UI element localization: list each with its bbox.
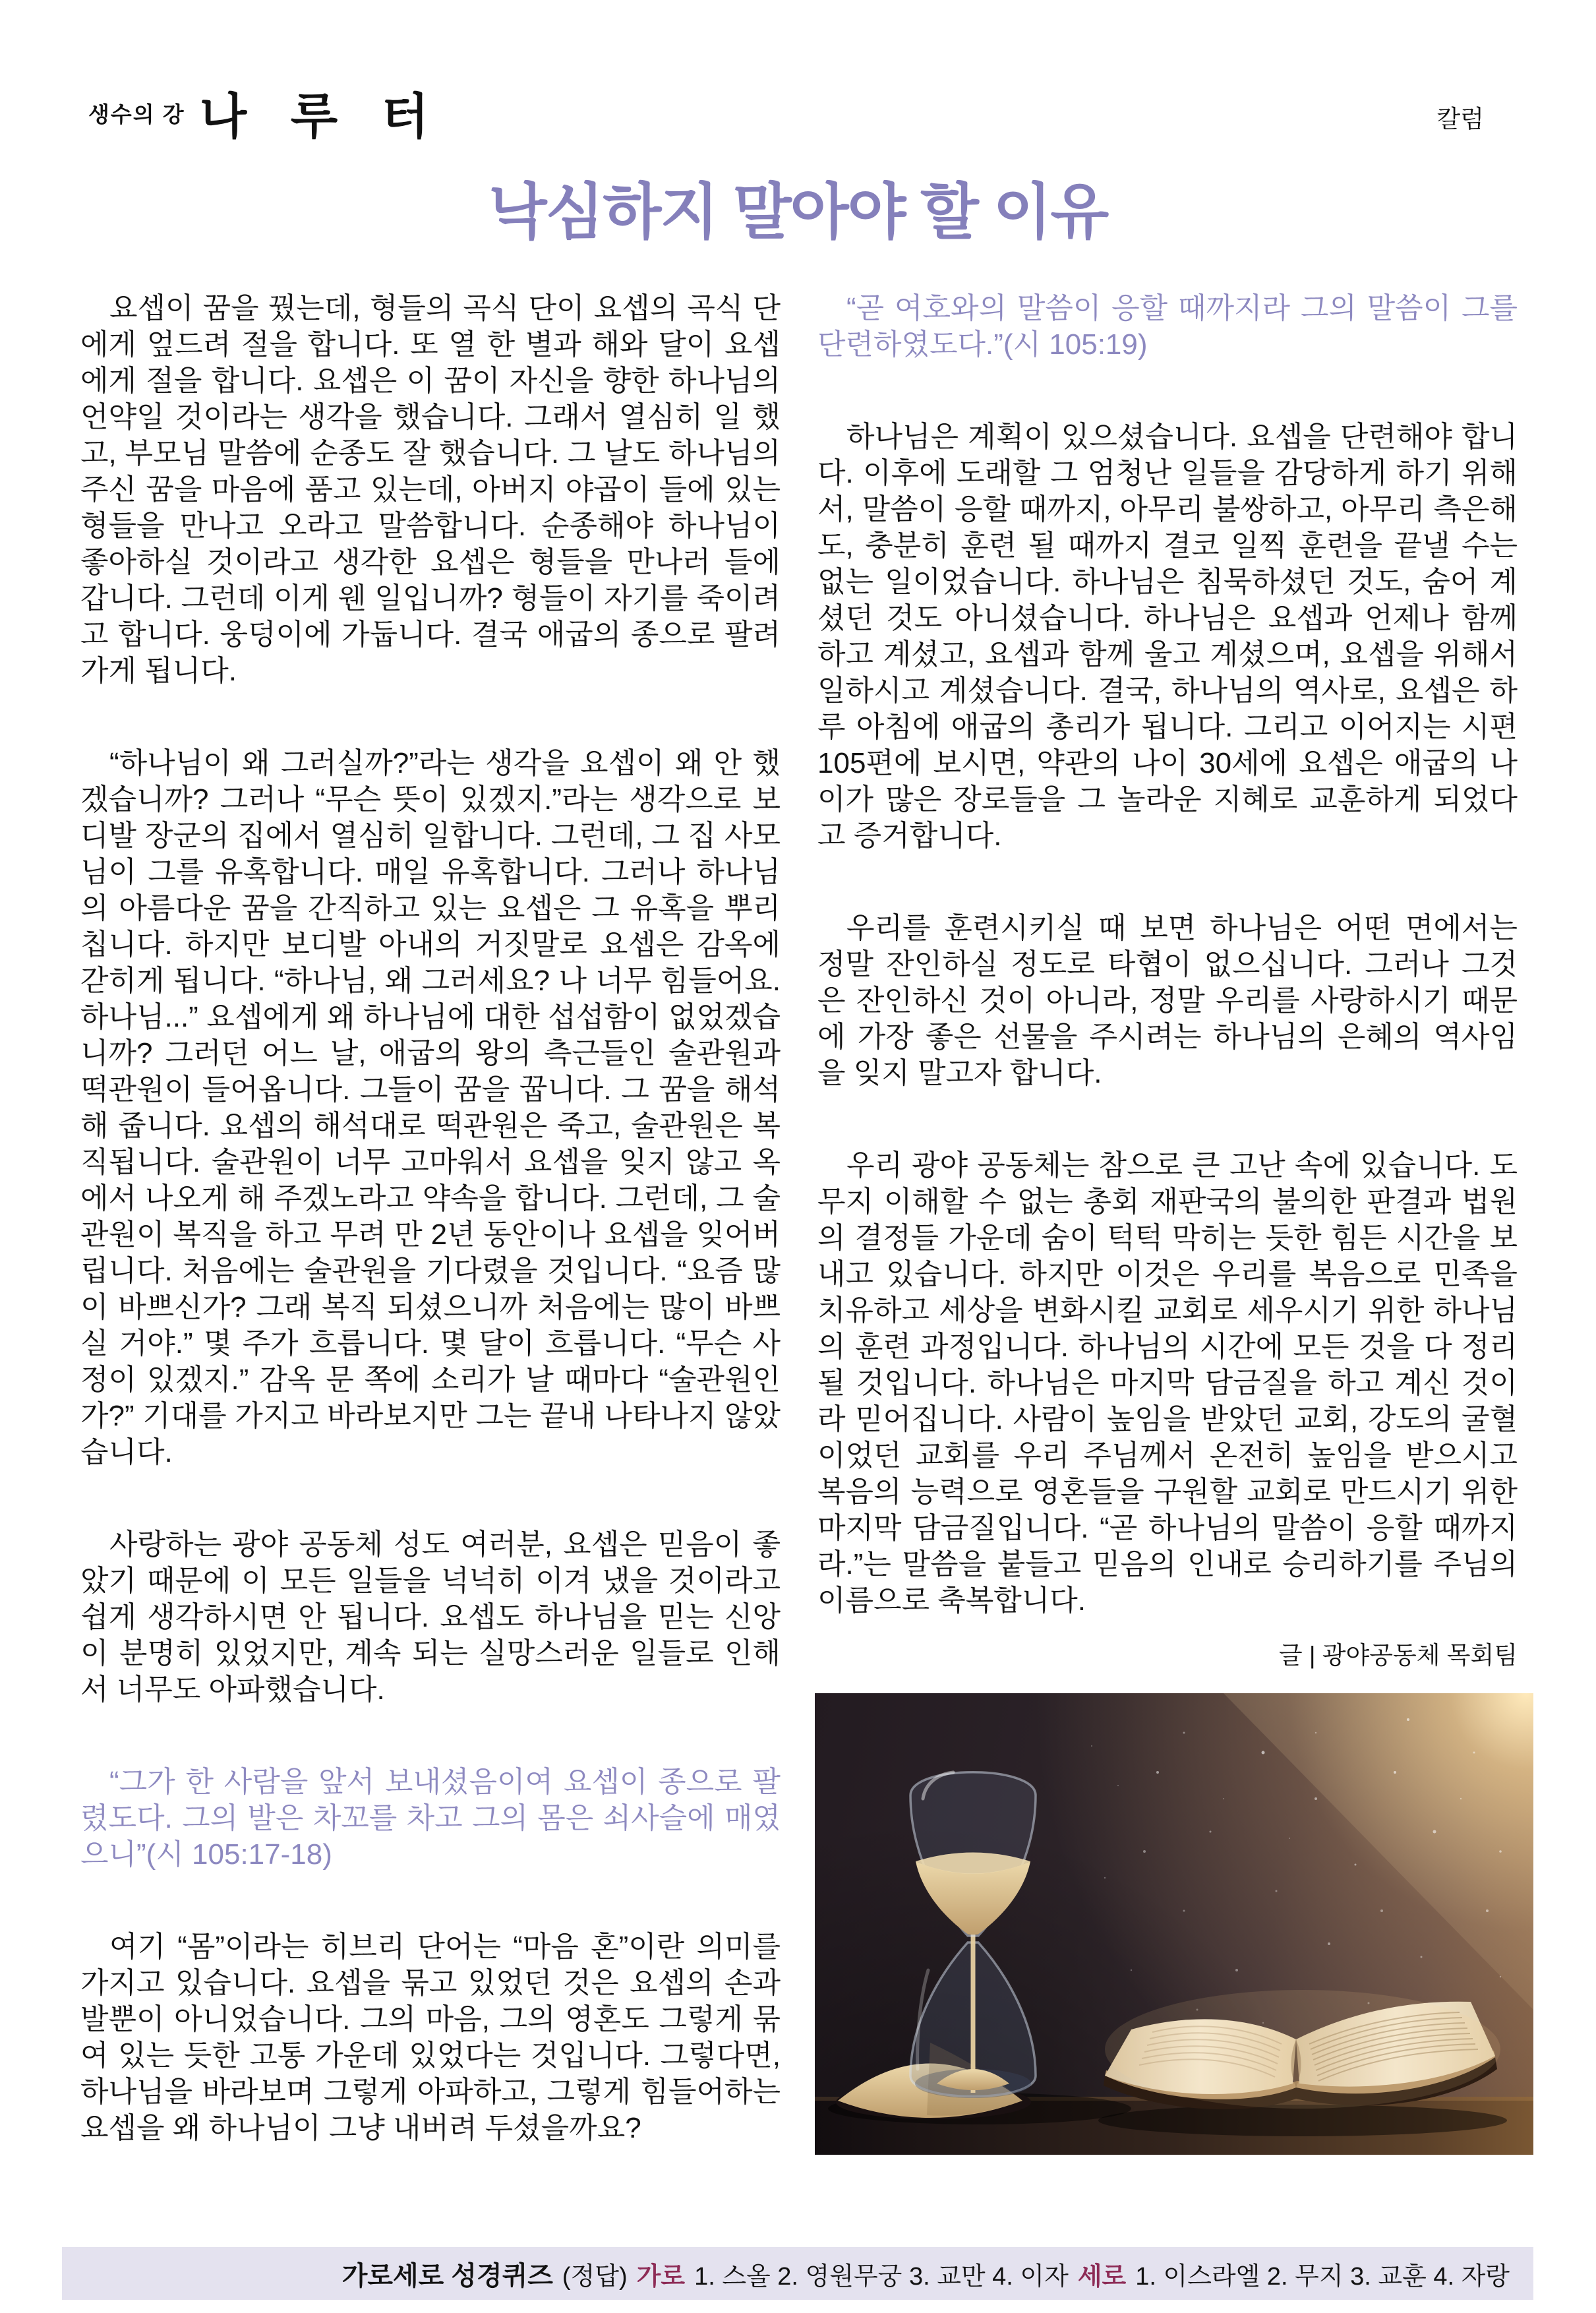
quiz-title: 가로세로 성경퀴즈 <box>341 2261 553 2291</box>
body-paragraph: “하나님이 왜 그러실까?”라는 생각을 요셉이 왜 안 했겠습니까? 그러나 “무슨 뜻이 있겠지.”라는 생각으로 보디발 장군의 집에서 열심히 일합니다. 그런데, 그 집 사모님이 그를 유혹합니다. 매일 유혹합니다. 그러나 하나님의 아름다운 꿈을 간직하고 있는 요셉은 그 유혹을 뿌리칩니다. 하지만 보디발 아내의 거짓말로 요셉은 감옥에 갇히게 됩니다. “하나님, 왜 그러세요? 나 너무 힘들어요. 하나님...” 요셉에게 왜 하나님에 대한 섭섭함이 없었겠습니까? 그러던 어느 날, 애굽의 왕의 측근들인 술관원과 떡관원이 들어옵니다. 그들이 꿈을 꿉니다. 그 꿈을 해석해 줍니다. 요셉의 해석대로 떡관원은 죽고, 술관원은 복직됩니다. 술관원이 너무 고마워서 요셉을 잊지 않고 옥에서 나오게 해 주겠노라고 약속을 합니다. 그런데, 그 술관원이 복직을 하고 무려 만 2년 동안이나 요셉을 잊어버립니다. 처음에는 술관원을 기다렸을 것입니다. “요즘 많이 바쁘신가? 그래 복직 되셨으니까 처음에는 많이 바쁘실 거야.” 몇 주가 흐릅니다. 몇 달이 흐릅니다. “무슨 사정이 있겠지.” 감옥 문 쪽에 소리가 날 때마다 “술관원인가?” 기대를 가지고 바라보지만 그는 끝내 나타나지 않았습니다. <box>80 747 781 1468</box>
hourglass-icon <box>836 1772 1036 2119</box>
body-paragraph: 사랑하는 광야 공동체 성도 여러분, 요셉은 믿음이 좋았기 때문에 이 모든 일들을 넉넉히 이겨 냈을 것이라고 쉽게 생각하시면 안 됩니다. 요셉도 하나님을 믿는 신앙이 분명히 있었지만, 계속 되는 실망스러운 일들로 인해서 너무도 아파했습니다. <box>80 1528 781 1706</box>
page-title: 낙심하지 말아야 할 이유 <box>488 179 1108 246</box>
body-paragraph: 우리 광야 공동체는 참으로 큰 고난 속에 있습니다. 도무지 이해할 수 없는 총회 재판국의 불의한 판결과 법원의 결정들 가운데 숨이 턱턱 막히는 듯한 힘든 시간을 보내고 있습니다. 하지만 이것은 우리를 복음으로 민족을 치유하고 세상을 변화시킬 교회로 세우시기 위한 하나님의 훈련 과정입니다. 하나님의 시간에 모든 것을 다 정리 될 것입니다. 하나님은 마지막 담금질을 하고 계신 것이라 믿어집니다. 사람이 높임을 받았던 교회, 강도의 굴혈이었던 교회를 우리 주님께서 온전히 높임을 받으시고 복음의 능력으로 영혼들을 구원할 교회로 만드시기 위한 마지막 담금질입니다. “곧 하나님의 말씀이 응할 때까지라.”는 말씀을 붙들고 믿음의 인내로 승리하기를 주님의 이름으로 축복합니다. <box>817 1149 1518 1617</box>
body-paragraph: 여기 “몸”이라는 히브리 단어는 “마음 혼”이란 의미를 가지고 있습니다. 요셉을 묶고 있었던 것은 요셉의 손과 발뿐이 아니었습니다. 그의 마음, 그의 영혼도 그렇게 묶여 있는 듯한 고통 가운데 있었다는 것입니다. 그렇다면, 하나님을 바라보며 그렇게 아파하고, 그렇게 힘들어하는 요셉을 왜 하나님이 그냥 내버려 두셨을까요? <box>80 1931 781 2144</box>
answers-label: (정답) <box>562 2262 628 2291</box>
photo-illustration <box>815 1693 1533 2155</box>
body-paragraph: 하나님은 계획이 있으셨습니다. 요셉을 단련해야 합니다. 이후에 도래할 그 엄청난 일들을 감당하게 하기 위해서, 말씀이 응할 때까지, 아무리 불쌍하고, 아무리 측은해도, 충분히 훈련 될 때까지 결코 일찍 훈련을 끝낼 수는 없는 일이었습니다. 하나님은 침묵하셨던 것도, 숨어 계셨던 것도 아니셨습니다. 하나님은 요셉과 언제나 함께 하고 계셨고, 요셉과 함께 울고 계셨으며, 요셉을 위해서 일하시고 계셨습니다. 결국, 하나님의 역사로, 요셉은 하루 아침에 애굽의 총리가 됩니다. 그리고 이어지는 시편 105편에 보시면, 약관의 나이 30세에 요셉은 애굽의 나이가 많은 장로들을 그 놀라운 지혜로 교훈하게 되었다고 증거합니다. <box>817 421 1518 852</box>
article-right-column <box>817 290 1518 1673</box>
down-answers: 1. 이스라엘 2. 무지 3. 교훈 4. 자랑 <box>1135 2262 1510 2291</box>
scripture-quote: “곧 여호와의 말씀이 응할 때까지라 그의 말씀이 그를 단련하였도다.”(시 105:19) <box>817 292 1518 361</box>
byline: 글 | 광야공동체 목회팀 <box>1278 1642 1518 1669</box>
hourglass-bible-photo <box>815 1693 1533 2155</box>
scripture-quote: “그가 한 사람을 앞서 보내셨음이여 요셉이 종으로 팔렸도다. 그의 발은 차꼬를 차고 그의 몸은 쇠사슬에 매였으니”(시 105:17-18) <box>80 1766 781 1871</box>
masthead-subtitle: 생수의 강 <box>88 102 185 127</box>
across-label: 가로 <box>636 2262 686 2291</box>
down-label: 세로 <box>1077 2262 1127 2291</box>
section-label: 칼럼 <box>1436 105 1484 133</box>
article-left-column <box>80 290 781 2146</box>
across-answers: 1. 스올 2. 영원무궁 3. 교만 4. 이자 <box>694 2262 1069 2291</box>
open-book-illustration <box>1104 1990 1500 2109</box>
body-paragraph: 요셉이 꿈을 꿨는데, 형들의 곡식 단이 요셉의 곡식 단에게 엎드려 절을 합니다. 또 열 한 별과 해와 달이 요셉에게 절을 합니다. 요셉은 이 꿈이 자신을 향한 하나님의 언약일 것이라는 생각을 했습니다. 그래서 열심히 일 했고, 부모님 말씀에 순종도 잘 했습니다. 그 날도 하나님의 주신 꿈을 마음에 품고 있는데, 아버지 야곱이 들에 있는 형들을 만나고 오라고 말씀합니다. 순종해야 하나님이 좋아하실 것이라고 생각한 요셉은 형들을 만나러 들에 갑니다. 그런데 이게 웬 일입니까? 형들이 자기를 죽이려고 합니다. 웅덩이에 가둡니다. 결국 애굽의 종으로 팔려가게 됩니다. <box>80 292 781 687</box>
light-beam <box>1224 1693 1533 2010</box>
masthead-title: 나 루 터 <box>199 89 438 144</box>
quiz-answers-bar <box>62 2247 1533 2300</box>
book-shadow <box>1098 2105 1507 2136</box>
masthead <box>88 78 438 148</box>
body-paragraph: 우리를 훈련시키실 때 보면 하나님은 어떤 면에서는 정말 잔인하실 정도로 타협이 없으십니다. 그러나 그것은 잔인하신 것이 아니라, 정말 우리를 사랑하시기 때문에 가장 좋은 선물을 주시려는 하나님의 은혜의 역사임을 잊지 말고자 합니다. <box>817 912 1518 1089</box>
